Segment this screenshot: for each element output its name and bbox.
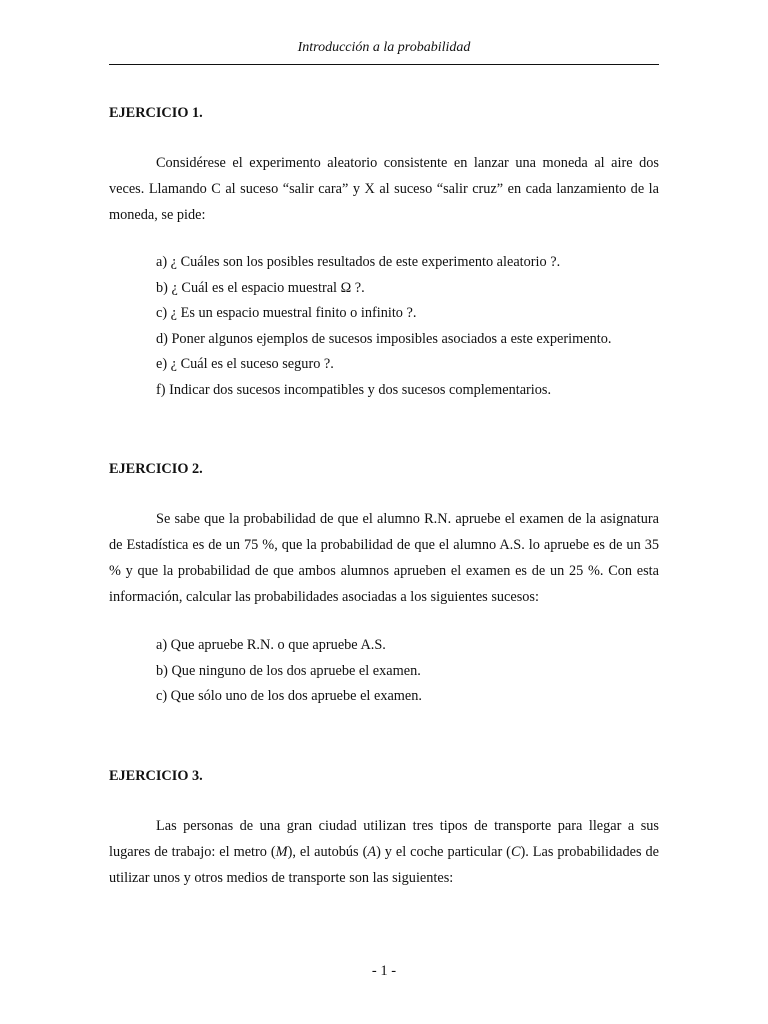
- list-item: f) Indicar dos sucesos incompatibles y dos sucesos complementarios.: [156, 381, 552, 398]
- exercise-2-heading: EJERCICIO 2.: [109, 461, 203, 477]
- exercise-1-questions: [109, 250, 659, 403]
- variable-m: M: [275, 843, 288, 860]
- variable-c: C: [510, 843, 521, 860]
- exercise-2: [109, 459, 659, 710]
- exercise-1: [109, 103, 659, 403]
- list-item: a) ¿ Cuáles son los posibles resultados de este experimento aleatorio ?.: [156, 254, 561, 270]
- variable-a: A: [367, 843, 377, 860]
- statement-text: Las personas de una gran ciudad utilizan tres tipos de transporte para llegar a sus lugares de trabajo: el metro (: [109, 817, 659, 860]
- exercise-2-statement: Se sabe que la probabilidad de que el alumno R.N. apruebe el examen de la asignatura de Estadística es de un 75 %, que la probabilidad de que el alumno A.S. lo apruebe es de un 35 % y que la probabilidad de que ambos alumnos aprueben el examen es de un 25 %. Con esta información, calcular las probabilidades asociadas a los siguientes sucesos:: [109, 511, 659, 605]
- exercise-3-statement: [109, 813, 659, 891]
- exercise-2-questions: [109, 633, 659, 710]
- list-item: b) ¿ Cuál es el espacio muestral Ω ?.: [156, 279, 365, 296]
- statement-text: ), el autobús (: [287, 843, 368, 860]
- exercise-3: [109, 766, 659, 891]
- exercise-1-heading: EJERCICIO 1.: [109, 105, 203, 121]
- list-item: a) Que apruebe R.N. o que apruebe A.S.: [156, 637, 386, 653]
- page-number: - 1 -: [371, 963, 397, 979]
- list-item: c) ¿ Es un espacio muestral finito o infinito ?.: [156, 305, 417, 321]
- list-item: e) ¿ Cuál es el suceso seguro ?.: [156, 356, 334, 372]
- statement-text: ) y el coche particular (: [376, 843, 511, 860]
- list-item: d) Poner algunos ejemplos de sucesos imposibles asociados a este experimento.: [156, 330, 612, 347]
- exercise-1-statement: Considérese el experimento aleatorio consistente en lanzar una moneda al aire dos veces. Llamando C al suceso “salir cara” y X al suceso “salir cruz” en cada lanzamiento de la moneda, se pide:: [109, 155, 659, 223]
- document-body: [109, 103, 659, 891]
- statement-text: ). Las probabilidades de utilizar unos y otros medios de transporte son las siguientes:: [109, 843, 660, 886]
- exercise-3-heading: EJERCICIO 3.: [109, 767, 203, 784]
- list-item: b) Que ninguno de los dos apruebe el examen.: [156, 662, 421, 679]
- list-item: c) Que sólo uno de los dos apruebe el examen.: [156, 688, 423, 704]
- running-header: Introducción a la probabilidad: [297, 40, 471, 55]
- header-rule: [109, 64, 659, 65]
